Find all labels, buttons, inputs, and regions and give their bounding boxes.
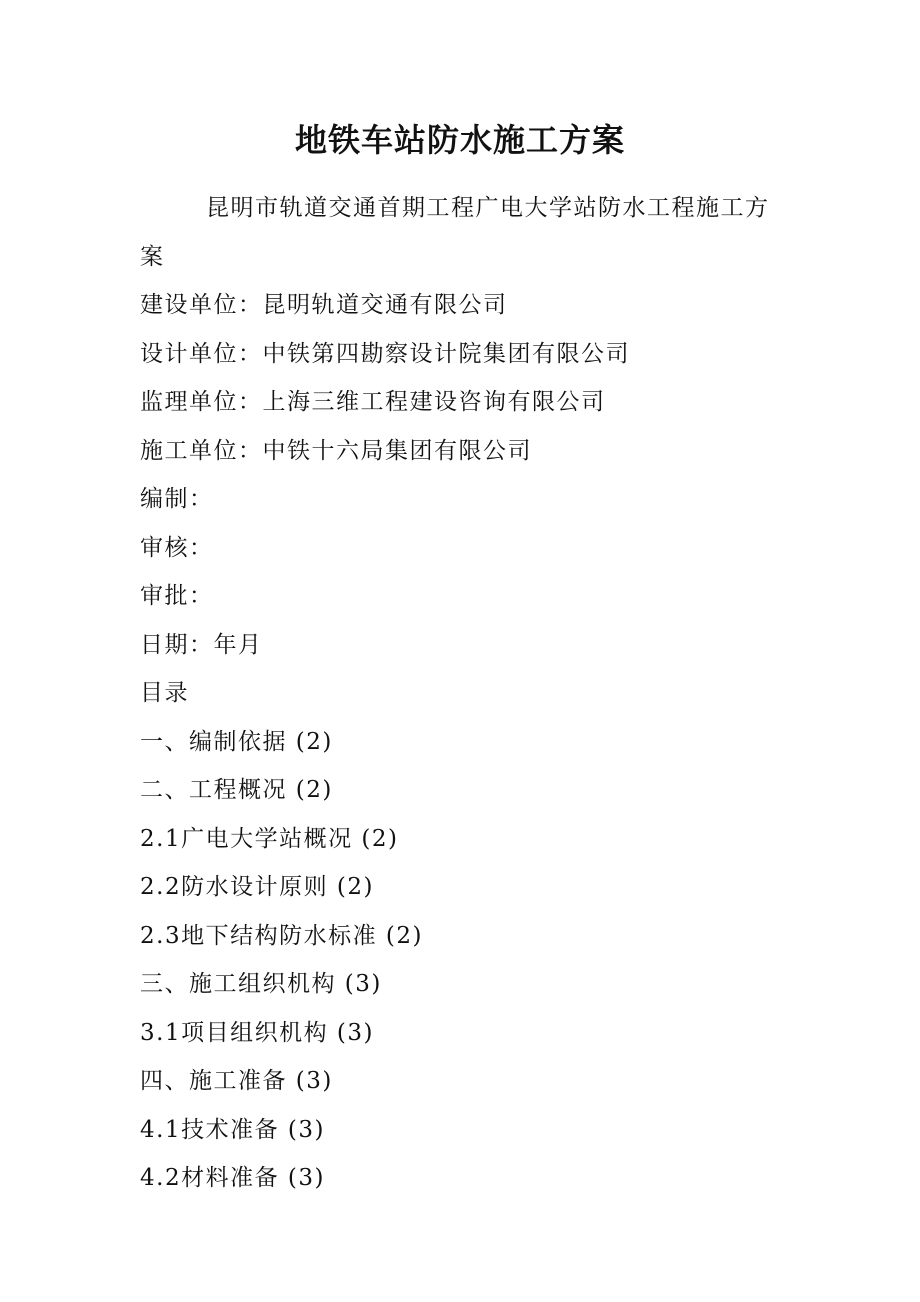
document-body (140, 184, 790, 1203)
toc-heading: 目录 (140, 680, 189, 706)
info-line-design-unit: 设计单位：中铁第四勘察设计院集团有限公司 (140, 340, 630, 367)
toc-item: 三、施工组织机构 (3) (140, 971, 382, 997)
info-line-contractor: 施工单位：中铁十六局集团有限公司 (140, 437, 532, 464)
toc-item: 一、编制依据 (2) (140, 728, 333, 755)
info-line-date: 日期：年月 (140, 631, 263, 658)
toc-item: 4.2材料准备 (3) (140, 1165, 325, 1191)
intro-paragraph: 昆明市轨道交通首期工程广电大学站防水工程施工方案 (140, 195, 770, 270)
toc-item: 3.1项目组织机构 (3) (140, 1019, 374, 1046)
toc-item: 4.1技术准备 (3) (140, 1116, 325, 1143)
info-line-construction-unit: 建设单位：昆明轨道交通有限公司 (140, 292, 508, 318)
info-line-prepared-by: 编制： (140, 486, 214, 512)
document-title: 地铁车站防水施工方案 (294, 121, 625, 159)
info-line-reviewed-by: 审核： (140, 534, 214, 561)
toc-item: 2.2防水设计原则 (2) (140, 874, 374, 900)
info-line-supervision-unit: 监理单位：上海三维工程建设咨询有限公司 (140, 389, 606, 415)
toc-item: 四、施工准备 (3) (140, 1068, 333, 1094)
toc-item: 2.3地下结构防水标准 (2) (140, 922, 423, 949)
toc-item: 二、工程概况 (2) (140, 777, 333, 803)
info-line-approved-by: 审批： (140, 583, 214, 609)
toc-item: 2.1广电大学站概况 (2) (140, 825, 399, 852)
